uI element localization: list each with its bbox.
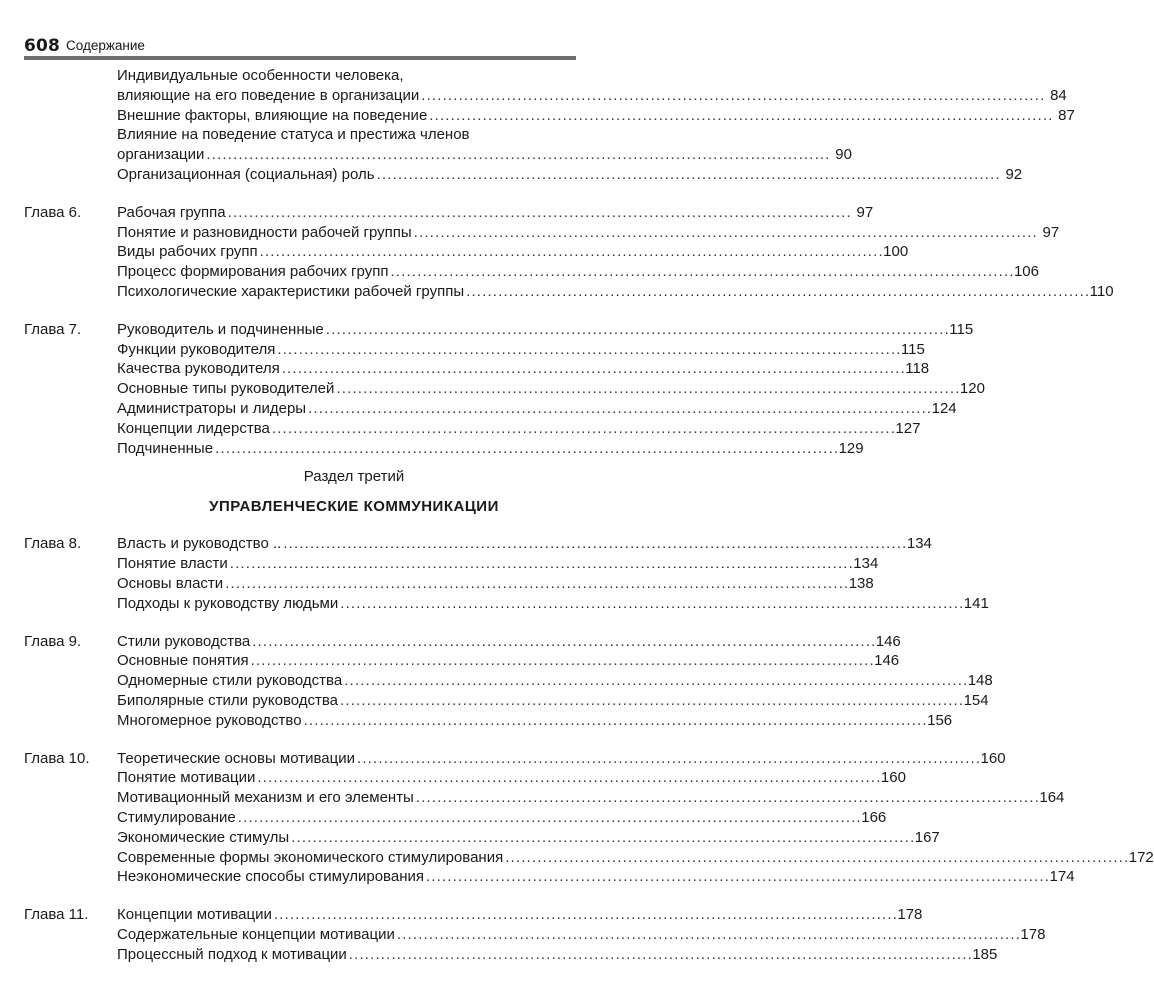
dot-leader	[251, 651, 873, 671]
toc-row[interactable]	[24, 399, 957, 419]
chapter-group	[24, 534, 989, 613]
dot-leader	[291, 828, 913, 848]
entry-title: Современные формы экономического стимулирования	[117, 848, 504, 866]
toc-row[interactable]	[24, 203, 874, 223]
dot-leader	[272, 419, 894, 439]
entry-page-number: 129	[838, 439, 864, 457]
entry-title: Многомерное руководство	[117, 711, 302, 729]
entry-title: Теоретические основы мотивации	[117, 749, 356, 767]
toc-row[interactable]	[24, 594, 989, 614]
group-spacer	[24, 185, 644, 203]
group-spacer	[24, 887, 644, 905]
dot-leader	[349, 945, 971, 965]
toc-row[interactable]	[24, 534, 932, 554]
entry-page-number: 106	[1013, 263, 1039, 281]
entry-page-number: 84	[1050, 86, 1067, 104]
entry-title: Экономические стимулы	[117, 828, 290, 846]
toc-entry	[117, 203, 874, 223]
entry-title: Виды рабочих групп	[117, 243, 258, 261]
entry-title: Руководитель и подчиненные	[117, 320, 324, 338]
entry-title: Функции руководителя	[117, 340, 276, 358]
chapter-group	[24, 632, 993, 731]
entry-title: Стимулирование	[117, 808, 236, 826]
entry-title: Рабочая группа	[117, 203, 226, 221]
chapter-group	[24, 320, 985, 459]
group-spacer	[24, 731, 644, 749]
entry-page-number: 127	[895, 419, 921, 437]
dot-leader	[206, 145, 828, 165]
toc-entry	[117, 691, 989, 711]
toc-row[interactable]	[24, 86, 1067, 106]
dot-leader	[416, 788, 1038, 808]
toc-row[interactable]	[24, 671, 993, 691]
section-label: Раздел третий	[303, 468, 405, 486]
toc-entry	[117, 165, 1023, 185]
toc-entry	[117, 86, 1067, 106]
toc-row[interactable]	[24, 632, 901, 652]
toc-row[interactable]	[24, 749, 1006, 769]
entry-title: Основы власти	[117, 574, 224, 592]
entry-title: Процессный подход к мотивации	[117, 945, 347, 963]
toc-row[interactable]	[24, 262, 1039, 282]
toc-entry	[117, 554, 879, 574]
entry-title: Администраторы и лидеры	[117, 399, 307, 417]
entry-title: Мотивационный механизм и его элементы	[117, 789, 414, 807]
entry-page-number: 160	[880, 769, 906, 787]
toc-row[interactable]	[24, 691, 989, 711]
toc-entry	[117, 749, 1006, 769]
entry-title: Организационная (социальная) роль	[117, 165, 375, 183]
toc-entry	[117, 594, 989, 614]
toc-row[interactable]	[24, 242, 909, 262]
chapter-group	[24, 905, 1046, 964]
dot-leader	[390, 262, 1012, 282]
entry-title: Влияние на поведение статуса и престижа членов	[117, 126, 470, 144]
dot-leader	[274, 905, 896, 925]
dot-leader	[282, 359, 904, 379]
toc-entry	[117, 439, 864, 459]
toc-entry	[117, 671, 993, 691]
toc-row[interactable]	[24, 419, 921, 439]
toc-row[interactable]	[24, 145, 852, 165]
entry-title: Качества руководителя	[117, 360, 280, 378]
entry-page-number: 87	[1058, 106, 1075, 124]
entry-title: Концепции мотивации	[117, 906, 272, 924]
toc-row[interactable]	[24, 554, 879, 574]
toc-row[interactable]	[24, 925, 1046, 945]
toc-row[interactable]	[24, 66, 644, 86]
dot-leader	[252, 632, 874, 652]
dot-leader	[225, 574, 847, 594]
entry-title: Индивидуальные особенности человека,	[117, 67, 404, 84]
entry-title: Основные типы руководителей	[117, 380, 335, 398]
toc-entry	[117, 320, 974, 340]
group-spacer	[24, 614, 644, 632]
entry-page-number: 185	[972, 945, 998, 963]
toc-row[interactable]	[24, 106, 1075, 126]
toc-entry	[117, 379, 985, 399]
entry-page-number: 118	[905, 360, 930, 378]
dot-leader	[377, 165, 999, 185]
chapter-label: Глава 6.	[24, 203, 82, 221]
toc-row[interactable]	[24, 282, 1114, 302]
entry-page-number: 120	[959, 380, 985, 398]
header-title: Содержание	[66, 38, 145, 53]
entry-page-number: 90	[835, 146, 852, 164]
toc-row[interactable]	[24, 905, 923, 925]
dot-leader	[426, 867, 1048, 887]
toc-entry	[117, 282, 1114, 302]
toc-entry	[117, 340, 925, 360]
dot-leader	[260, 242, 882, 262]
toc-row[interactable]	[24, 768, 906, 788]
entry-page-number: 160	[980, 749, 1006, 767]
entry-title: Власть и руководство ..	[117, 535, 282, 553]
dot-leader	[340, 691, 962, 711]
entry-title: Основные понятия	[117, 652, 249, 670]
dot-leader	[230, 554, 852, 574]
section-title: УПРАВЛЕНЧЕСКИЕ КОММУНИКАЦИИ	[209, 498, 499, 516]
entry-title: Понятие и разновидности рабочей группы	[117, 223, 412, 241]
dot-leader	[340, 594, 962, 614]
toc-entry	[117, 905, 923, 925]
toc-entry	[117, 262, 1039, 282]
entry-title: Понятие власти	[117, 555, 228, 573]
chapter-label: Глава 9.	[24, 632, 82, 650]
entry-page-number: 115	[900, 340, 925, 358]
toc-entry	[117, 925, 1046, 945]
toc-row[interactable]	[24, 165, 1023, 185]
dot-leader	[283, 534, 905, 554]
entry-title: Внешние факторы, влияющие на поведение	[117, 106, 428, 124]
dot-leader	[326, 320, 948, 340]
toc-row[interactable]	[24, 808, 887, 828]
toc-entry	[117, 632, 901, 652]
entry-page-number: 100	[883, 243, 909, 261]
toc-row[interactable]	[24, 711, 953, 731]
dot-leader	[238, 808, 860, 828]
dot-leader	[466, 282, 1088, 302]
toc-part-1	[24, 66, 1114, 458]
chapter-group	[24, 749, 1154, 888]
toc-row[interactable]	[24, 359, 930, 379]
entry-title: Одномерные стили руководства	[117, 672, 343, 690]
dot-leader	[215, 439, 837, 459]
entry-title: влияющие на его поведение в организации	[117, 86, 420, 104]
entry-page-number: 92	[1005, 165, 1023, 183]
toc-row[interactable]	[24, 320, 974, 340]
entry-title: Стили руководства	[117, 632, 251, 650]
chapter-label: Глава 7.	[24, 320, 82, 338]
entry-title: Подходы к руководству людьми	[117, 594, 339, 612]
toc-entry	[117, 419, 921, 439]
entry-title: Содержательные концепции мотивации	[117, 925, 395, 943]
toc-row[interactable]	[24, 867, 1075, 887]
chapter-label: Глава 11.	[24, 906, 89, 924]
dot-leader	[336, 379, 958, 399]
dot-leader	[357, 749, 979, 769]
entry-page-number: 141	[963, 594, 989, 612]
dot-leader	[505, 848, 1127, 868]
entry-page-number: 148	[967, 672, 993, 690]
entry-page-number: 110	[1089, 282, 1114, 300]
dot-leader	[257, 768, 879, 788]
entry-page-number: 154	[963, 691, 989, 709]
dot-leader	[228, 203, 850, 223]
dot-leader	[397, 925, 1019, 945]
entry-title: Психологические характеристики рабочей группы	[117, 282, 465, 300]
dot-leader	[277, 340, 899, 360]
entry-title: организации	[117, 146, 205, 164]
entry-page-number: 138	[848, 574, 874, 592]
toc-row[interactable]	[24, 379, 985, 399]
toc-entry	[117, 145, 852, 165]
chapter-group	[24, 66, 1075, 185]
toc-row[interactable]	[24, 223, 1060, 243]
entry-page-number: 172	[1128, 848, 1154, 866]
toc-row[interactable]	[24, 848, 1154, 868]
entry-title: Понятие мотивации	[117, 769, 256, 787]
toc-entry	[117, 534, 932, 554]
group-spacer	[24, 302, 644, 320]
dot-leader	[421, 86, 1043, 106]
entry-page-number: 124	[931, 399, 957, 417]
table-of-contents	[24, 66, 1154, 964]
entry-page-number: 97	[856, 203, 874, 221]
toc-entry	[117, 768, 906, 788]
entry-page-number: 115	[949, 320, 974, 338]
toc-row[interactable]	[24, 125, 644, 145]
toc-entry	[117, 711, 953, 731]
entry-page-number: 167	[914, 828, 940, 846]
dot-leader	[308, 399, 930, 419]
chapter-label: Глава 10.	[24, 749, 90, 767]
dot-leader	[344, 671, 966, 691]
toc-entry	[117, 808, 887, 828]
toc-entry	[117, 125, 644, 145]
toc-entry	[117, 574, 874, 594]
entry-page-number: 134	[853, 555, 879, 573]
toc-row[interactable]	[24, 340, 925, 360]
dot-leader	[304, 711, 926, 731]
entry-page-number: 97	[1042, 223, 1060, 241]
toc-entry	[117, 399, 957, 419]
entry-page-number: 156	[927, 711, 953, 729]
dot-leader	[414, 223, 1036, 243]
entry-page-number: 146	[874, 652, 900, 670]
chapter-label: Глава 8.	[24, 535, 82, 553]
entry-page-number: 134	[906, 535, 932, 553]
dot-leader	[429, 106, 1051, 126]
header-rule	[24, 56, 576, 60]
toc-entry	[117, 788, 1065, 808]
entry-page-number: 178	[897, 906, 923, 924]
entry-title: Подчиненные	[117, 439, 214, 457]
toc-row[interactable]	[24, 945, 998, 965]
entry-title: Неэкономические способы стимулирования	[117, 868, 424, 886]
toc-entry	[117, 359, 930, 379]
toc-row[interactable]	[24, 439, 864, 459]
entry-page-number: 174	[1049, 868, 1075, 886]
toc-entry	[117, 867, 1075, 887]
toc-entry	[117, 828, 940, 848]
entry-page-number: 166	[861, 808, 887, 826]
toc-part-2	[24, 534, 1154, 964]
entry-title: Концепции лидерства	[117, 419, 270, 437]
toc-row[interactable]	[24, 828, 940, 848]
toc-entry	[117, 106, 1075, 126]
toc-entry	[117, 66, 644, 86]
toc-entry	[117, 945, 998, 965]
entry-title: Биполярные стили руководства	[117, 691, 339, 709]
toc-entry	[117, 242, 909, 262]
toc-row[interactable]	[24, 788, 1065, 808]
entry-page-number: 164	[1039, 789, 1065, 807]
entry-page-number: 178	[1020, 925, 1046, 943]
toc-row[interactable]	[24, 651, 900, 671]
entry-title: Процесс формирования рабочих групп	[117, 263, 389, 281]
toc-row[interactable]	[24, 574, 874, 594]
page-number: 608	[24, 36, 61, 56]
toc-entry	[117, 651, 900, 671]
toc-entry	[117, 223, 1060, 243]
chapter-group	[24, 203, 1114, 302]
toc-entry	[117, 848, 1154, 868]
entry-page-number: 146	[875, 632, 901, 650]
